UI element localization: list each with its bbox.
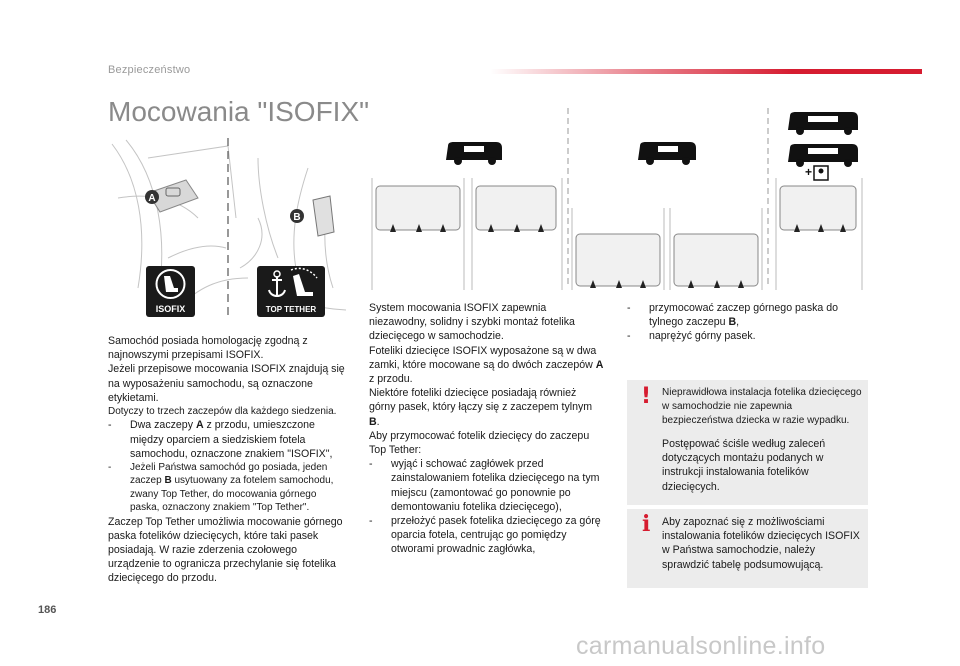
col3-item2-text: naprężyć górny pasek. (649, 330, 756, 343)
page-title: Mocowania "ISOFIX" (108, 96, 370, 127)
list-dash: - (108, 419, 112, 432)
col3-list-item-1 (627, 301, 863, 329)
info-box (627, 509, 868, 588)
col2-p2-bold: A (595, 358, 604, 371)
col1-paragraph-3: Dotyczy to trzech zaczepów dla każdego siedzenia. (108, 406, 337, 418)
col1-paragraph-1: Samochód posiada homologację zgodną z najnowszymi przepisami ISOFIX. (108, 335, 308, 362)
watermark: carmanualsonline.info (576, 632, 826, 660)
seat-layout-diagrams (368, 108, 868, 298)
col1-item1-text: Dwa zaczepy (130, 419, 196, 432)
list-dash: - (369, 458, 373, 471)
col3-item1-bold: B (728, 316, 737, 329)
list-dash: - (108, 462, 112, 474)
column-2 (369, 301, 605, 557)
page-number: 186 (38, 604, 57, 616)
warning-text-2: Postępować ściśle według zaleceń dotyczących montażu podanych w instrukcji instalowania fotelików dziecięcych. (662, 438, 826, 493)
column-3 (627, 301, 863, 344)
col2-p3-bold: B (369, 415, 377, 428)
warning-box (627, 380, 868, 505)
isofix-symbol (146, 266, 195, 317)
col2-paragraph-2 (369, 344, 605, 387)
col1-item2-text-end: usytuowany za fotelem samochodu, zwany Top Tether, do mocowania górnego paska, oznaczony znakiem "Top Tether". (130, 475, 334, 514)
col2-p2-text-end: z przodu. (369, 373, 413, 386)
section-header: Bezpieczeństwo (108, 64, 191, 76)
warning-icon: ! (641, 384, 652, 409)
van-plus-sign: + (805, 165, 813, 179)
col1-list-item-2 (108, 461, 348, 515)
anchor-a-label: A (148, 193, 156, 204)
van-icon (446, 112, 858, 167)
info-icon: i (642, 511, 651, 537)
col2-paragraph-3 (369, 386, 605, 429)
col2-list-item-1 (369, 457, 605, 514)
col1-item2-bold: B (164, 475, 172, 487)
col1-paragraph-2: Jeżeli przepisowe mocowania ISOFIX znajdują się na wyposażeniu samochodu, są oznaczone etykietami. (108, 363, 345, 404)
col2-list-item-2 (369, 514, 605, 557)
top-tether-icon-label: TOP TETHER (265, 305, 317, 314)
column-1 (108, 334, 348, 586)
anchor-b-label: B (293, 212, 301, 223)
col2-p2-text: Foteliki dziecięce ISOFIX wyposażone są w dwa zamki, które mocowane są do dwóch zaczepów (369, 344, 597, 371)
list-dash: - (369, 515, 373, 528)
header-rule (490, 69, 922, 74)
list-dash: - (627, 302, 631, 314)
col2-item2-text: przełożyć pasek fotelika dziecięcego za górę oparcia fotela, centrując go pomiędzy otworami prowadnic zagłówka, (391, 515, 601, 556)
col1-list-item-1 (108, 418, 348, 461)
col2-item1-text: wyjąć i schować zagłówek przed zainstalowaniem fotelika dziecięcego na tym miejscu (zamontować go ponownie po demontowaniu fotelika dziecięcego), (391, 458, 600, 513)
top-tether-symbol (257, 266, 325, 317)
list-dash: - (627, 330, 631, 343)
col3-item1-text-end: , (736, 316, 740, 329)
col1-item1-bold: A (195, 419, 204, 432)
col2-p3-text-end: . (376, 415, 380, 428)
col1-item1-text-end: z przodu, umieszczone między oparciem a siedziskiem fotela samochodu, oznaczone znakiem "ISOFIX", (130, 419, 333, 460)
col2-p3-text: Niektóre foteliki dziecięce posiadają również górny pasek, który łączy się z zaczepem tylnym (369, 387, 593, 414)
col3-item1-text: przymocować zaczep górnego paska do tylnego zaczepu (649, 302, 839, 329)
col1-item2-text: Jeżeli Państwa samochód go posiada, jeden zaczep (130, 462, 328, 487)
info-text: Aby zapoznać się z możliwościami instalowania fotelików dziecięcych ISOFIX w Państwa samochodzie, należy sprawdzić tabelę podsumowującą. (662, 516, 860, 571)
isofix-icon-label: ISOFIX (155, 304, 186, 314)
col1-paragraph-4: Zaczep Top Tether umożliwia mocowanie górnego paska fotelików dziecięcych, które taki pasek posiadają. W razie zderzenia czołowego urządzenie to ogranicza przechylanie się fotelika dziecięcego do przodu. (108, 515, 343, 585)
isofix-seat-icon (146, 266, 195, 304)
col3-list-item-2 (627, 329, 863, 343)
col2-paragraph-1: System mocowania ISOFIX zapewnia niezawodny, solidny i szybki montaż fotelika dziecięcego w samochodzie. (369, 302, 575, 343)
anchor-seat-icon (257, 266, 325, 304)
col2-paragraph-4: Aby przymocować fotelik dziecięcy do zaczepu Top Tether: (369, 429, 590, 457)
warning-text-1: Nieprawidłowa instalacja fotelika dziecięcego w samochodzie nie zapewnia bezpieczeństwa dziecka w razie wypadku. (662, 387, 862, 426)
